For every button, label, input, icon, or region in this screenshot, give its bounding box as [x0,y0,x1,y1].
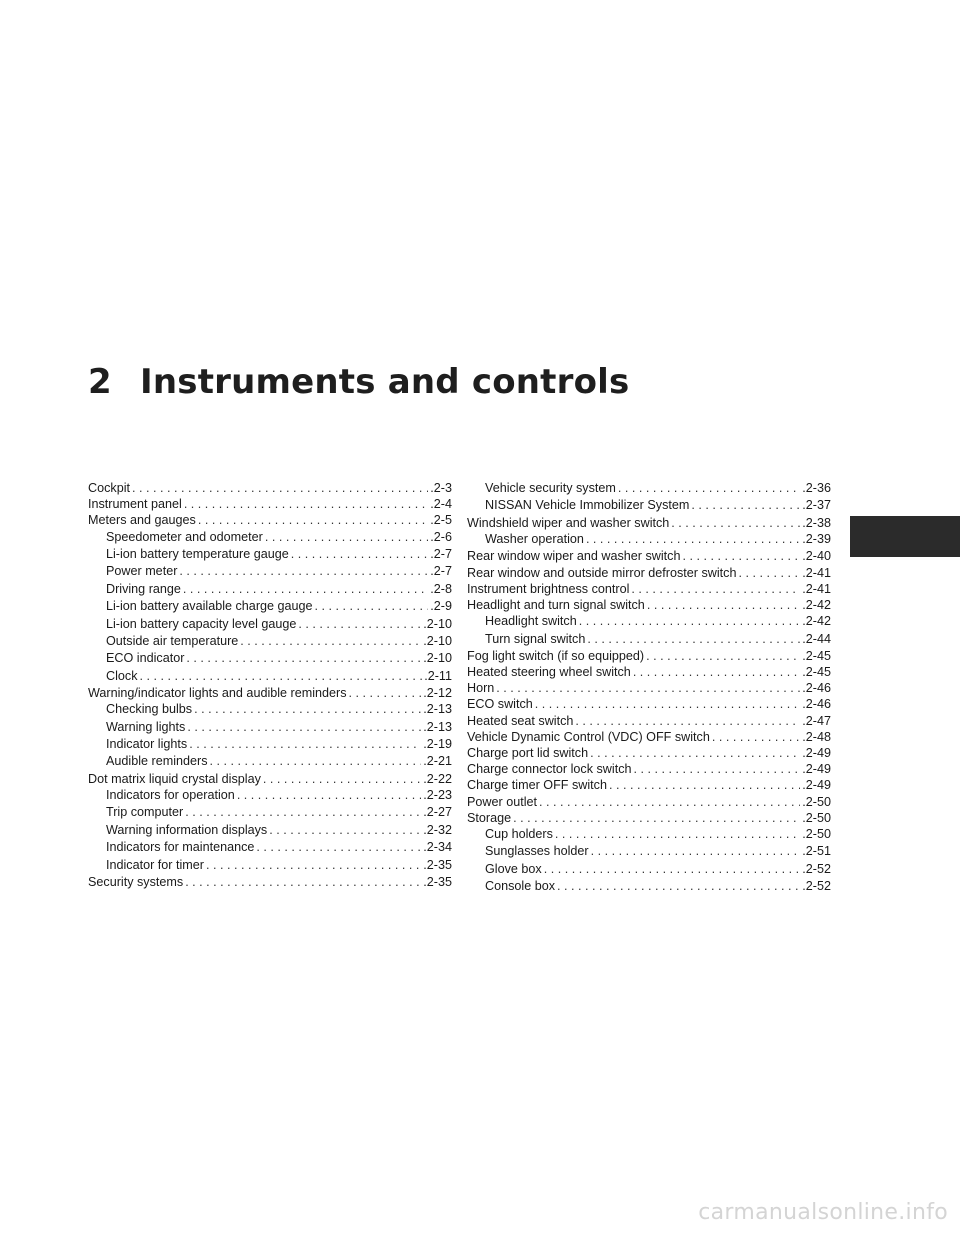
toc-entry-label: Windshield wiper and washer switch [467,515,670,530]
toc-entry-label: Li-ion battery available charge gauge [106,599,313,614]
toc-entry-label: Security systems [88,874,184,889]
toc-leader-dots [609,777,800,793]
toc-entry-label: Charge port lid switch [467,746,589,761]
toc-leader-dots [544,861,801,878]
toc-entry[interactable] [467,581,831,597]
toc-entry[interactable] [467,878,831,895]
toc-entry-page: .2-6 [430,529,452,544]
chapter-number: 2 [88,362,112,402]
toc-leader-dots [206,857,421,874]
toc-entry-page: .2-10 [423,616,452,631]
toc-leader-dots [265,529,428,546]
toc-entry-label: Li-ion battery temperature gauge [106,546,289,561]
toc-entry-page: .2-40 [802,549,831,564]
toc-entry[interactable] [467,548,831,564]
toc-entry[interactable] [467,565,831,581]
toc-entry-label: NISSAN Vehicle Immobilizer System [485,498,690,513]
toc-leader-dots [579,613,801,630]
toc-entry-label: Indicator lights [106,737,188,752]
toc-entry-page: .2-42 [802,614,831,629]
toc-entry-page: .2-44 [802,631,831,646]
toc-entry[interactable] [88,512,452,528]
toc-entry-page: .2-13 [423,702,452,717]
toc-entry-page: .2-11 [424,668,452,683]
toc-entry[interactable] [467,843,831,860]
toc-leader-dots [298,616,421,633]
toc-entry-page: .2-49 [802,778,831,793]
toc-entry-label: Rear window and outside mirror defroster switch [467,565,737,580]
toc-entry-label: Vehicle Dynamic Control (VDC) OFF switch [467,729,710,744]
toc-leader-dots [618,480,800,497]
toc-entry[interactable] [467,515,831,531]
toc-entry-page: .2-42 [802,597,831,612]
toc-entry-label: Outside air temperature [106,633,239,648]
toc-entry[interactable] [88,563,452,580]
toc-leader-dots [647,597,800,613]
toc-entry-page: .2-4 [430,497,452,512]
toc-leader-dots [575,713,800,729]
toc-leader-dots [496,680,800,696]
toc-leader-dots [189,736,421,753]
toc-entry-label: Heated steering wheel switch [467,665,631,680]
toc-entry-page: .2-49 [802,762,831,777]
toc-entry-page: .2-45 [802,665,831,680]
toc-entry[interactable] [88,857,452,874]
toc-leader-dots [631,581,800,597]
toc-entry-label: Speedometer and odometer [106,529,263,544]
toc-entry-page: .2-27 [423,805,452,820]
toc-entry-page: .2-38 [802,515,831,530]
toc-entry-label: Cockpit [88,481,130,495]
toc-entry-label: Heated seat switch [467,713,574,728]
toc-entry-page: .2-37 [802,498,831,513]
toc-entry[interactable] [467,761,831,777]
toc-entry-label: Dot matrix liquid crystal display [88,771,261,786]
toc-entry-page: .2-52 [802,879,831,894]
toc-entry[interactable] [88,822,452,839]
toc-entry-page: .2-50 [802,826,831,841]
toc-leader-dots [198,512,428,528]
toc-leader-dots [140,668,423,685]
toc-entry-label: Cup holders [485,826,553,841]
toc-leader-dots [184,496,428,512]
toc-leader-dots [210,753,422,770]
toc-leader-dots [633,664,800,680]
toc-entry-page: .2-10 [423,651,452,666]
toc-entry[interactable] [467,745,831,761]
toc-entry[interactable] [88,480,452,496]
toc-entry-label: Checking bulbs [106,702,193,717]
toc-entry-page: .2-32 [423,822,452,837]
toc-leader-dots [183,581,428,598]
toc-entry[interactable] [88,753,452,770]
toc-entry-page: .2-10 [423,633,452,648]
toc-entry-page: .2-35 [423,857,452,872]
toc-left-column [88,480,452,890]
toc-leader-dots [671,515,800,531]
toc-entry[interactable] [467,648,831,664]
toc-leader-dots [513,810,800,826]
toc-entry[interactable] [88,701,452,718]
toc-entry-label: Charge timer OFF switch [467,778,607,793]
toc-entry-label: Trip computer [106,805,184,820]
toc-entry[interactable] [467,777,831,793]
toc-entry-page: .2-34 [423,840,452,855]
toc-leader-dots [591,843,801,860]
toc-entry-label: Audible reminders [106,754,208,769]
chapter-title-text: Instruments and controls [140,362,630,402]
toc-entry-page: .2-51 [802,844,831,859]
toc-entry-label: Li-ion battery capacity level gauge [106,616,297,631]
toc-entry-page: .2-13 [423,719,452,734]
toc-entry-label: Charge connector lock switch [467,762,632,777]
toc-leader-dots [712,729,800,745]
toc-entry-label: Warning lights [106,719,186,734]
toc-entry[interactable] [467,729,831,745]
toc-leader-dots [586,531,800,548]
toc-leader-dots [590,745,800,761]
toc-entry-label: Meters and gauges [88,513,196,528]
toc-leader-dots [535,696,801,712]
toc-entry-page: .2-45 [802,648,831,663]
toc-entry-label: Driving range [106,581,181,596]
toc-entry-label: Vehicle security system [485,481,616,495]
toc-entry[interactable] [88,496,452,512]
toc-leader-dots [315,598,429,615]
toc-entry-page: .2-52 [802,861,831,876]
toc-entry-page: .2-46 [802,681,831,696]
toc-entry[interactable] [88,633,452,650]
toc-entry[interactable] [467,713,831,729]
toc-leader-dots [646,648,800,664]
toc-entry-page: .2-22 [423,771,452,786]
toc-entry-label: Horn [467,681,495,696]
toc-entry[interactable] [88,581,452,598]
toc-entry-label: Washer operation [485,531,584,546]
toc-entry-label: Console box [485,879,556,894]
toc-entry-page: .2-9 [430,599,452,614]
toc-entry-label: Sunglasses holder [485,844,589,859]
toc-entry[interactable] [467,531,831,548]
toc-entry-label: Instrument brightness control [467,581,630,596]
toc-entry-label: Power meter [106,564,178,579]
toc-entry[interactable] [467,613,831,630]
toc-leader-dots [691,497,800,514]
toc-entry-label: ECO indicator [106,651,185,666]
toc-entry[interactable] [88,839,452,856]
toc-leader-dots [269,822,421,839]
toc-entry[interactable] [467,597,831,613]
toc-entry-label: Rear window wiper and washer switch [467,549,681,564]
toc-leader-dots [179,563,428,580]
toc-entry[interactable] [467,810,831,826]
toc-entry-page: .2-49 [802,746,831,761]
toc-entry-page: .2-41 [802,581,831,596]
toc-leader-dots [185,874,421,890]
toc-entry-label: Instrument panel [88,497,182,512]
toc-entry-page: .2-12 [423,686,452,701]
chapter-tab [850,516,960,557]
toc-entry-page: .2-39 [802,531,831,546]
toc-entry-label: Turn signal switch [485,631,586,646]
toc-entry[interactable] [88,685,452,701]
chapter-title [88,362,629,402]
toc-entry-label: Warning/indicator lights and audible reminders [88,686,347,701]
toc-entry-page: .2-7 [430,564,452,579]
toc-entry-page: .2-5 [430,513,452,528]
toc-leader-dots [132,480,428,496]
toc-entry-page: .2-50 [802,810,831,825]
toc-entry-label: Glove box [485,861,542,876]
toc-entry[interactable] [88,616,452,633]
toc-entry-label: Headlight and turn signal switch [467,597,645,612]
toc-leader-dots [555,826,800,843]
toc-entry-label: Indicators for maintenance [106,840,255,855]
toc-right-column [467,480,831,896]
toc-entry-page: .2-35 [423,874,452,889]
toc-entry-label: Fog light switch (if so equipped) [467,648,645,663]
toc-entry-page: .2-47 [802,713,831,728]
toc-leader-dots [263,771,421,787]
toc-leader-dots [187,719,421,736]
toc-entry-page: .2-21 [423,754,452,769]
toc-entry-page: .2-36 [802,481,831,495]
toc-leader-dots [587,631,800,648]
toc-leader-dots [349,685,422,701]
toc-entry-label: Power outlet [467,794,538,809]
toc-entry[interactable] [467,861,831,878]
toc-leader-dots [256,839,421,856]
toc-entry[interactable] [88,771,452,787]
toc-entry[interactable] [467,680,831,696]
toc-entry-label: Storage [467,810,512,825]
toc-leader-dots [683,548,801,564]
toc-entry[interactable] [88,874,452,890]
toc-entry-page: .2-23 [423,788,452,803]
toc-entry[interactable] [88,719,452,736]
toc-leader-dots [237,787,421,804]
toc-entry-page: .2-19 [423,737,452,752]
toc-entry-label: Warning information displays [106,822,268,837]
toc-entry[interactable] [88,546,452,563]
toc-entry-label: Clock [106,668,138,683]
toc-entry[interactable] [467,480,831,497]
toc-leader-dots [291,546,429,563]
toc-entry-page: .2-7 [430,546,452,561]
toc-entry-label: Indicator for timer [106,857,204,872]
toc-entry[interactable] [467,826,831,843]
toc-entry[interactable] [88,598,452,615]
toc-leader-dots [194,701,421,718]
toc-leader-dots [185,804,421,821]
toc-leader-dots [186,650,421,667]
toc-entry-label: Indicators for operation [106,788,235,803]
toc-entry-label: Headlight switch [485,614,577,629]
toc-entry[interactable] [88,529,452,546]
toc-entry-page: .2-46 [802,697,831,712]
toc-leader-dots [634,761,801,777]
toc-entry[interactable] [88,804,452,821]
toc-entry-page: .2-48 [802,729,831,744]
toc-entry-page: .2-3 [430,481,452,495]
toc-entry-page: .2-41 [802,565,831,580]
toc-entry[interactable] [467,631,831,648]
toc-entry-page: .2-50 [802,794,831,809]
toc-entry[interactable] [88,787,452,804]
toc-entry-label: ECO switch [467,697,533,712]
watermark: carmanualsonline.info [698,1200,948,1225]
toc-entry[interactable] [467,696,831,712]
toc-leader-dots [240,633,421,650]
toc-entry[interactable] [467,664,831,680]
toc-entry[interactable] [88,736,452,753]
toc-leader-dots [539,794,800,810]
toc-entry[interactable] [88,650,452,667]
toc-leader-dots [557,878,800,895]
toc-entry[interactable] [467,497,831,514]
toc-leader-dots [738,565,800,581]
toc-entry[interactable] [467,794,831,810]
toc-entry-page: .2-8 [430,581,452,596]
toc-entry[interactable] [88,668,452,685]
